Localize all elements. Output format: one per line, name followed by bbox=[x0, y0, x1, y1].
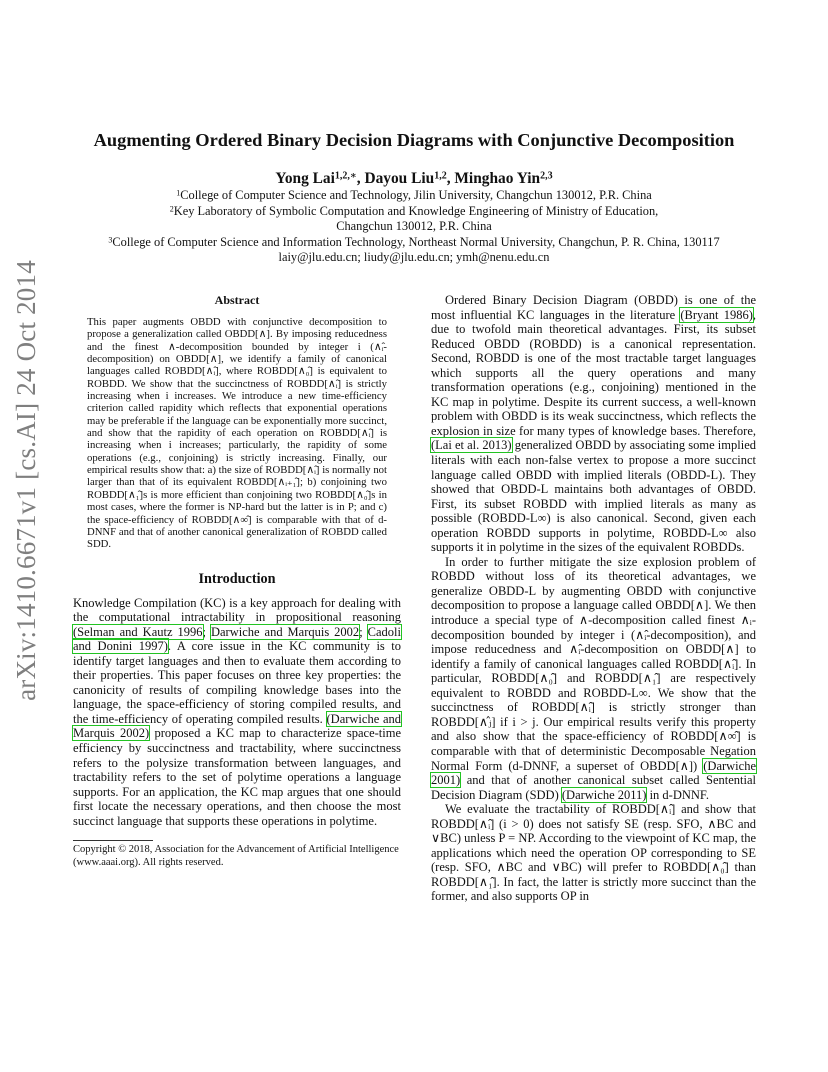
author-affiliation-marker: 1,2,∗ bbox=[334, 170, 357, 182]
paragraph-text: proposed a KC map to characterize space-time efficiency by succinctness and tractability, where succinctness refers to the polysize transformation between languages, and tractability refers to the set of polytime operations a language supports. For an application, the KC map argues that one should first locate the necessary operations, and then choose the most succinct language that supports these operations in polytime. bbox=[73, 726, 402, 828]
affiliations bbox=[40, 188, 788, 266]
affiliation-line bbox=[40, 219, 788, 235]
paragraph-text: , due to twofold main theoretical advantages. First, its subset Reduced OBDD (ROBDD) is a canonical representation. Second, ROBDD is one of the most tractable target languages which supports all the query operations and many transformation operations (e.g., conjoining) mentioned in the KC map in polytime. Despite its current success, a well-known problem with OBDD is its weak succinctness, which reflects the explosion in size for many types of knowledge bases. Therefore, bbox=[431, 307, 756, 438]
affiliation-line bbox=[40, 250, 788, 266]
affiliation-line bbox=[40, 188, 788, 204]
paragraph-text: Knowledge Compilation (KC) is a key approach for dealing with the computational intractability in propositional reasoning bbox=[73, 595, 401, 625]
affiliation-marker: 3 bbox=[108, 235, 113, 245]
affiliation-text: College of Computer Science and Technology, Jilin University, Changchun 130012, P.R. China bbox=[180, 188, 652, 202]
citation-link[interactable]: (Darwiche and Marquis 2002) bbox=[73, 711, 401, 741]
paragraph-text: We evaluate the tractability of ROBDD[∧ᵢ̂] and show that ROBDD[∧ᵢ̂] (i > 0) does not satisfy SE (resp. SFO, ∧BC and ∨BC) unless P = NP. According to the viewpoint of KC map, the applications which need the operation OP corresponding to SE (resp. SFO, ∧BC and ∨BC) will prefer to ROBDD[∧₀̂] than ROBDD[∧₁̂]. In fact, the latter is strictly more succinct than the former, and also supports OP in bbox=[431, 802, 756, 904]
affiliation-marker: 1 bbox=[176, 188, 181, 198]
obdd-paragraph bbox=[431, 293, 756, 555]
generalization-paragraph bbox=[431, 555, 756, 802]
footnote-divider bbox=[73, 840, 153, 841]
paragraph-text: In order to further mitigate the size explosion problem of ROBDD without loss of its theoretical advantages, we generalize OBDD-L by augmenting OBDD with conjunctive decomposition to propose a language called OBDD[∧]. We then introduce a special type of ∧-decomposition called finest ∧ᵢ-decomposition bounded by integer i (∧ᵢ̂-decomposition), and impose reducedness and ∧ᵢ̂-decomposition on OBDD[∧] to identify a family of canonical languages called ROBDD[∧ᵢ̂]. In particular, ROBDD[∧₀̂] and ROBDD[∧₁̂] are respectively equivalent to ROBDD and ROBDD-L∞. We show that the succinctness of ROBDD[∧ᵢ̂] is strictly stronger than ROBDD[∧ⱼ̂] if i > j. Our empirical results verify this property and also show that the space-efficiency of ROBDD[∧∞̂] is comparable with that of deterministic Decomposable Negation Normal Form (d-DNNF, a superset of OBDD[∧]) bbox=[431, 554, 756, 773]
paper-title: Augmenting Ordered Binary Decision Diagrams with Conjunctive Decomposition bbox=[93, 130, 735, 150]
citation-link[interactable]: Cadoli and Donini 1997) bbox=[73, 624, 401, 654]
author-separator: , bbox=[356, 170, 365, 187]
affiliation-line bbox=[40, 235, 788, 251]
paragraph-text: in d-DNNF. bbox=[646, 787, 709, 802]
citation-link[interactable]: (Darwiche 2011) bbox=[561, 787, 647, 802]
copyright-footnote: Copyright © 2018, Association for the Advancement of Artificial Intelligence (www.aaai.org). All rights reserved. bbox=[73, 844, 399, 868]
author-list bbox=[40, 170, 788, 188]
left-column bbox=[73, 293, 401, 869]
paragraph-text: generalized OBDD by associating some implied literals with each non-false vertex to propose a more succinct language called OBDD with implied literals (OBDD-L). They showed that OBDD-L maintains both advantages of OBDD. First, its subset ROBDD with implied literals as many as possible (ROBDD-L∞) is also canonical. Second, given each operation ROBDD supports in polytime, ROBDD-L∞ also supports it in polytime in the sizes of the equivalent ROBDDs. bbox=[431, 438, 756, 555]
affiliation-text: Changchun 130012, P.R. China bbox=[336, 219, 492, 234]
author-separator: , bbox=[446, 170, 455, 187]
author-name: Minghao Yin bbox=[454, 170, 541, 187]
affiliation-text: laiy@jlu.edu.cn; liudy@jlu.edu.cn; ymh@nenu.edu.cn bbox=[278, 250, 550, 265]
affiliation-text: Key Laboratory of Symbolic Computation and Knowledge Engineering of Ministry of Education, bbox=[173, 203, 659, 218]
paragraph-text: Ordered Binary Decision Diagram (OBDD) is one of the most influential KC languages in the literature bbox=[431, 293, 756, 322]
author-affiliation-marker: 2,3 bbox=[540, 170, 553, 182]
introduction-heading: Introduction bbox=[198, 570, 276, 587]
citation-link[interactable]: (Bryant 1986) bbox=[680, 307, 753, 322]
citation-link[interactable]: (Lai et al. 2013) bbox=[431, 438, 512, 453]
paragraph-text: ; bbox=[202, 624, 211, 639]
tractability-paragraph bbox=[431, 802, 756, 904]
affiliation-marker: 2 bbox=[169, 203, 174, 213]
affiliation-line bbox=[40, 204, 788, 220]
affiliation-text: College of Computer Science and Information Technology, Northeast Normal University, Changchun, P. R. China, 130117 bbox=[112, 234, 720, 249]
author-name: Yong Lai bbox=[275, 170, 335, 187]
citation-link[interactable]: (Selman and Kautz 1996 bbox=[73, 624, 203, 639]
introduction-paragraph bbox=[73, 596, 401, 829]
paragraph-text: ; bbox=[359, 624, 368, 639]
citation-link[interactable]: Darwiche and Marquis 2002 bbox=[210, 624, 360, 639]
paragraph-text: . A core issue in the KC community is to identify target languages and then to evaluate them according to their properties. This paper focuses on three key properties: the canonicity of results of compiling knowledge bases into the language, the space-efficiency of storing compiled results, and the time-efficiency of operating compiled results. bbox=[73, 639, 401, 726]
abstract-heading: Abstract bbox=[214, 293, 260, 307]
paragraph-text: and that of another canonical subset called Sentential Decision Diagram (SDD) bbox=[431, 773, 756, 802]
abstract-text: This paper augments OBDD with conjunctive decomposition to propose a generalization called OBDD[∧]. By imposing reducedness and the finest ∧-decomposition bounded by integer i (∧ᵢ̂-decomposition) on OBDD[∧], we identify a family of canonical languages called ROBDD[∧ᵢ̂], where ROBDD[∧₀̂] is equivalent to ROBDD. We show that the succinctness of ROBDD[∧ᵢ̂] is strictly increasing when i increases. We introduce a new time-efficiency criterion called rapidity which reflects that exponential operations may be preferable if the language can be exponentially more succinct, and show that the rapidity of each operation on ROBDD[∧ᵢ̂] is increasing when i increases; particularly, the rapidity of some operations (e.g., conjoining) is strictly increasing. Finally, our empirical results show that: a) the size of ROBDD[∧ᵢ̂] is normally not larger than that of its equivalent ROBDD[∧ᵢ₊₁̂]; b) conjoining two ROBDD[∧₁̂]s is more efficient than conjoining two ROBDD[∧₀̂]s in most cases, where the former is NP-hard but the latter is in P; and c) the space-efficiency of ROBDD[∧∞̂] is comparable with that of d-DNNF and that of another canonical generalization of ROBDD called SDD. bbox=[87, 316, 387, 551]
author-name: Dayou Liu bbox=[364, 170, 435, 187]
arxiv-id-text: arXiv:1410.6671v1 [cs.AI] 24 Oct 2014 bbox=[10, 259, 41, 701]
author-affiliation-marker: 1,2 bbox=[434, 170, 447, 182]
citation-link[interactable]: (Darwiche 2001) bbox=[431, 758, 756, 788]
arxiv-identifier-stamp bbox=[6, 259, 46, 701]
right-column bbox=[431, 293, 756, 904]
